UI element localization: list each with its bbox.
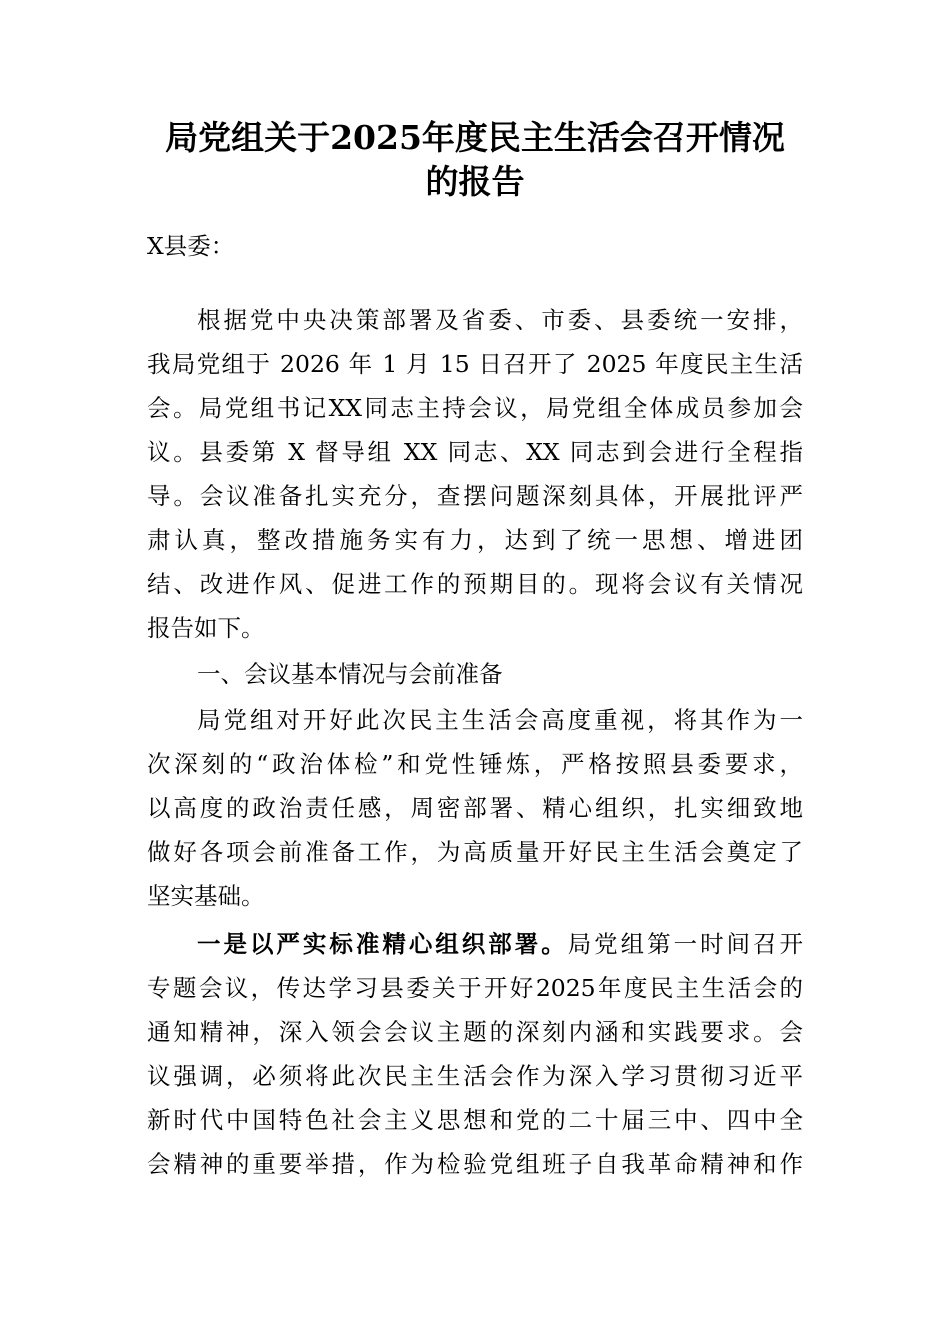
- document-title-line-1: 局党组关于2025年度民主生活会召开情况: [165, 118, 785, 157]
- paragraph-3-first-line: [197, 929, 803, 959]
- document-title-line-2: 的报告: [425, 162, 525, 201]
- paragraph-3-line: 专题会议，传达学习县委关于开好2025年度民主生活会的: [147, 974, 803, 1002]
- paragraph-1-line: 我局党组于 2026 年 1 月 15 日召开了 2025 年度民主生活: [147, 350, 803, 378]
- paragraph-1-line: 导。会议准备扎实充分，查摆问题深刻具体，开展批评严: [147, 482, 803, 510]
- paragraph-2-line: 做好各项会前准备工作，为高质量开好民主生活会奠定了: [147, 838, 803, 866]
- paragraph-1-line: 结、改进作风、促进工作的预期目的。现将会议有关情况: [147, 570, 803, 598]
- paragraph-3-line: 通知精神，深入领会会议主题的深刻内涵和实践要求。会: [147, 1018, 803, 1046]
- paragraph-1-line: 会。局党组书记XX同志主持会议，局党组全体成员参加会: [147, 394, 803, 422]
- section-1-heading: 一、会议基本情况与会前准备: [197, 660, 503, 688]
- paragraph-3-lead-bold: 一是以严实标准精心组织部署。: [197, 930, 568, 958]
- paragraph-1-line: 肃认真，整改措施务实有力，达到了统一思想、增进团: [147, 526, 803, 554]
- paragraph-2-line: 次深刻的“政治体检”和党性锤炼，严格按照县委要求，: [147, 750, 803, 778]
- paragraph-1-line: 议。县委第 X 督导组 XX 同志、XX 同志到会进行全程指: [147, 438, 803, 466]
- paragraph-2-line: 以高度的政治责任感，周密部署、精心组织，扎实细致地: [147, 794, 803, 822]
- paragraph-3-line: 新时代中国特色社会主义思想和党的二十届三中、四中全: [147, 1106, 803, 1134]
- paragraph-3-lead-rest: 局党组第一时间召开: [567, 930, 804, 958]
- paragraph-3-line: 议强调，必须将此次民主生活会作为深入学习贯彻习近平: [147, 1062, 803, 1090]
- paragraph-2-line: 局党组对开好此次民主生活会高度重视，将其作为一: [197, 706, 803, 734]
- paragraph-2-line: 坚实基础。: [147, 882, 265, 910]
- paragraph-1-line: 根据党中央决策部署及省委、市委、县委统一安排，: [197, 306, 803, 334]
- paragraph-3-line: 会精神的重要举措，作为检验党组班子自我革命精神和作: [147, 1150, 803, 1178]
- paragraph-1-line: 报告如下。: [147, 614, 265, 642]
- salutation: X县委：: [147, 232, 235, 260]
